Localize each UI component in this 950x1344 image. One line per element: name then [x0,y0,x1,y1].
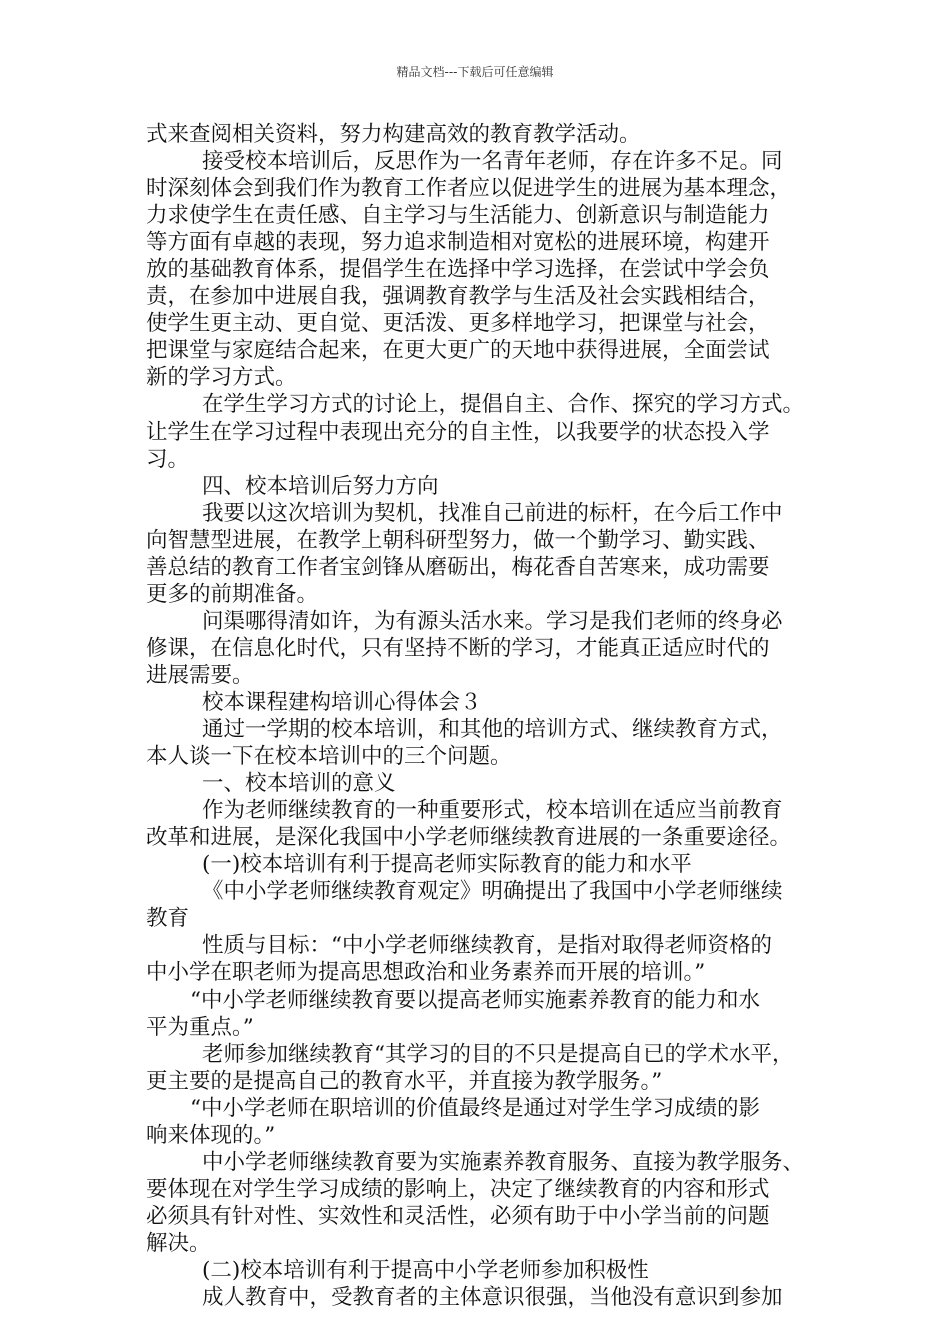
text-line: (二)校本培训有利于提高中小学老师参加积极性 [202,1257,649,1283]
text-line: 修课，在信息化时代，只有坚持不断的学习，才能真正适应时代的 [146,635,770,661]
text-line: 本人谈一下在校本培训中的三个问题。 [146,744,512,770]
page-header: 精品文档---下载后可任意编辑 [396,65,554,79]
text-line: 让学生在学习过程中表现出充分的自主性，以我要学的状态投入学 [146,419,770,445]
text-line: 式来查阅相关资料，努力构建高效的教育教学活动。 [146,122,641,147]
text-line: 力求使学生在责任感、自主学习与生活能力、创新意识与制造能力 [146,203,770,229]
text-line: 接受校本培训后，反思作为一名青年老师，存在许多不足。同 [202,149,783,175]
text-line: 教育 [146,906,190,932]
text-line: 校本课程建构培训心得体会３ [202,689,482,715]
text-line: 习。 [146,446,190,472]
text-line: 放的基础教育体系，提倡学生在选择中学习选择，在尝试中学会负 [146,257,770,283]
text-line: 在学生学习方式的讨论上，提倡自主、合作、探究的学习方式。 [202,392,805,418]
document-body [146,121,816,1311]
text-line: 老师参加继续教育“其学习的目的不只是提高自已的学术水平， [202,1041,794,1067]
text-line: 问渠哪得清如许，为有源头活水来。学习是我们老师的终身必 [202,608,783,634]
text-line: 中小学老师继续教育要为实施素养教育服务、直接为教学服务、 [202,1149,805,1175]
text-line: 成人教育中，受教育者的主体意识很强，当他没有意识到参加 [202,1285,783,1311]
text-line: “中小学老师继续教育要以提高老师实施素养教育的能力和水 [190,987,760,1013]
text-line: 更多的前期准备。 [146,581,319,607]
text-line: 作为老师继续教育的一种重要形式，校本培训在适应当前教育 [202,798,783,824]
text-line: 我要以这次培训为契机，找准自己前进的标杆，在今后工作中 [202,500,783,526]
text-line: 使学生更主动、更自觉、更活泼、更多样地学习，把课堂与社会， [146,311,770,337]
text-line: 更主要的是提高自己的教育水平，并直接为教学服务。” [146,1068,663,1094]
text-line: 通过一学期的校本培训，和其他的培训方式、继续教育方式， [202,717,783,743]
text-line: 一、校本培训的意义 [202,771,396,797]
text-line: “中小学老师在职培训的价值最终是通过对学生学习成绩的影 [190,1095,760,1121]
text-line: 新的学习方式。 [146,365,297,391]
text-line: 《中小学老师继续教育观定》明确提出了我国中小学老师继续 [202,879,783,905]
text-line: 平为重点。” [146,1014,254,1040]
text-line: 四、校本培训后努力方向 [202,473,439,499]
text-line: 善总结的教育工作者宝剑锋从磨砺出，梅花香自苦寒来，成功需要 [146,554,770,580]
text-line: 进展需要。 [146,662,254,688]
text-line: 等方面有卓越的表现，努力追求制造相对宽松的进展环境，构建开 [146,230,770,256]
text-line: 响来体现的。” [146,1122,276,1148]
text-line: (一)校本培训有利于提高老师实际教育的能力和水平 [202,852,692,878]
text-line: 必须具有针对性、实效性和灵活性，必须有助于中小学当前的问题 [146,1203,770,1229]
text-line: 时深刻体会到我们作为教育工作者应以促进学生的进展为基本理念， [146,176,792,202]
text-line: 要体现在对学生学习成绩的影响上，决定了继续教育的内容和形式 [146,1176,770,1202]
text-line: 中小学在职老师为提高思想政治和业务素养而开展的培训。” [146,960,706,986]
text-line: 解决。 [146,1230,211,1256]
text-line: 性质与目标：“中小学老师继续教育，是指对取得老师资格的 [202,933,772,959]
text-line: 把课堂与家庭结合起来，在更大更广的天地中获得进展，全面尝试 [146,338,770,364]
text-line: 向智慧型进展，在教学上朝科研型努力，做一个勤学习、勤实践、 [146,527,770,553]
text-line: 责，在参加中进展自我，强调教育教学与生活及社会实践相结合， [146,284,770,310]
text-line: 改革和进展，是深化我国中小学老师继续教育进展的一条重要途径。 [146,825,792,851]
